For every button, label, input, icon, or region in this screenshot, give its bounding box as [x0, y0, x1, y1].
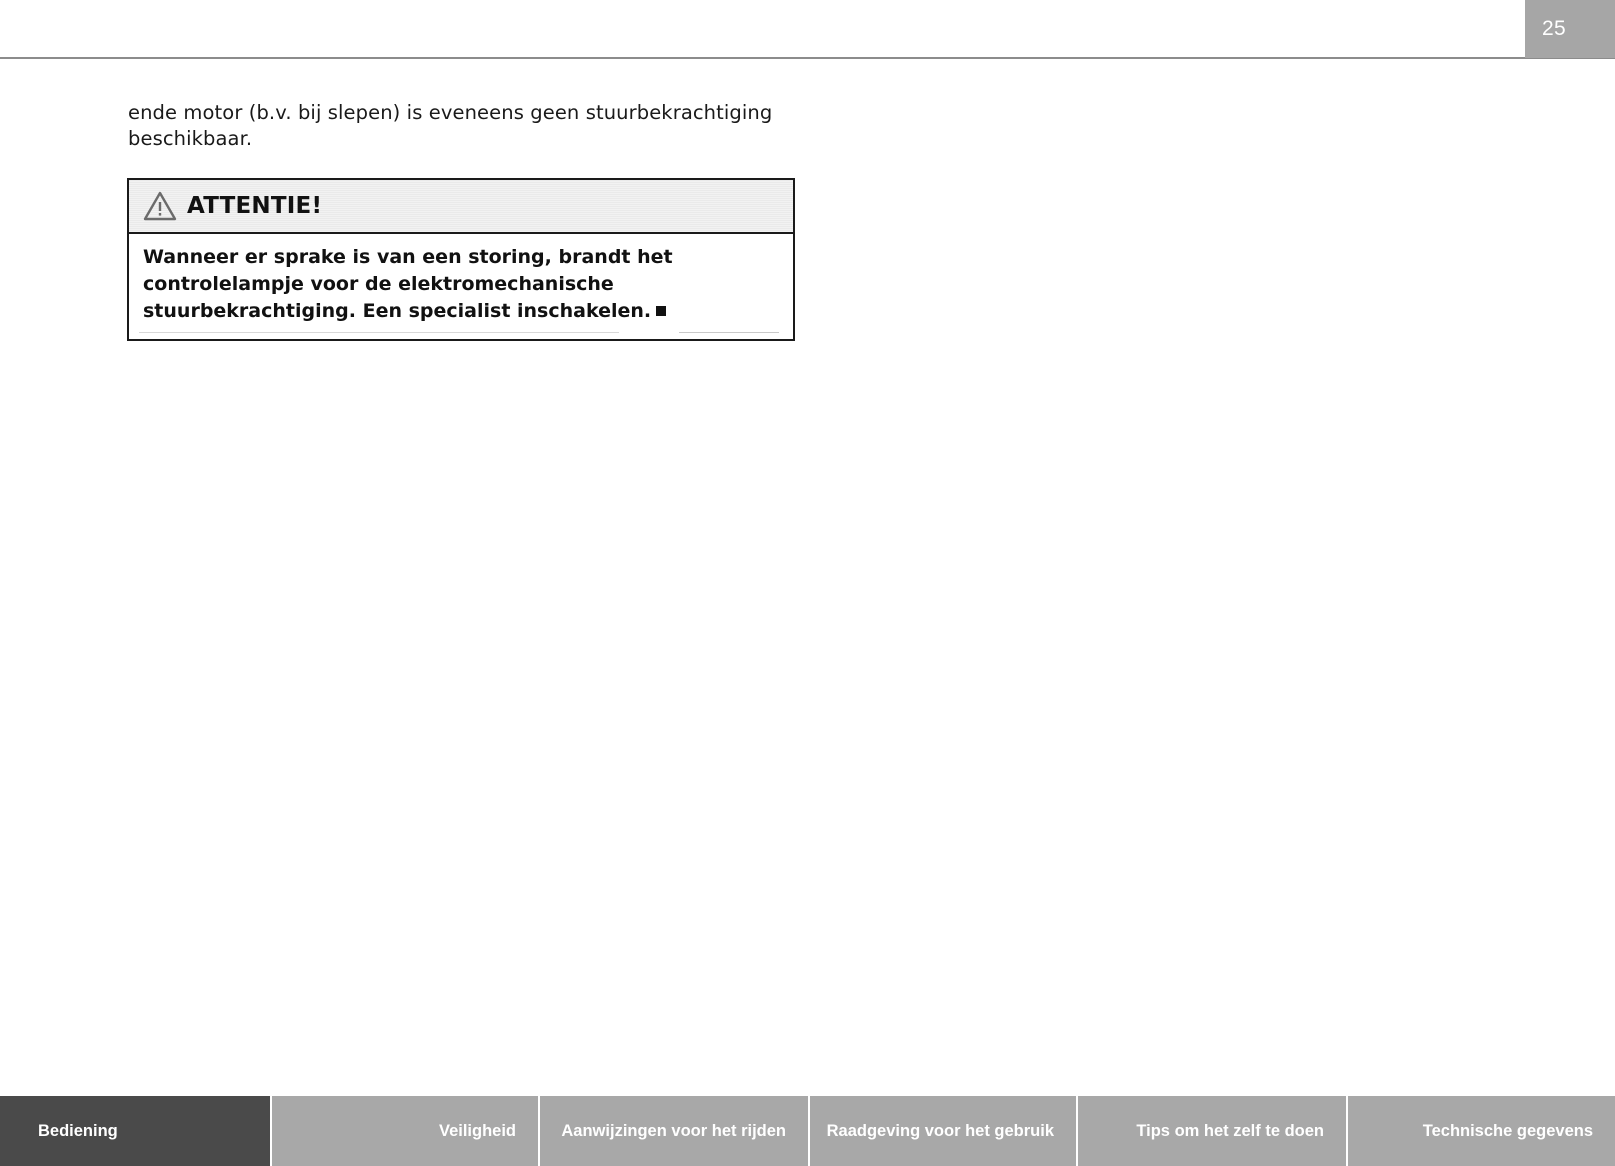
attention-callout [127, 178, 795, 341]
footer-tab-label: Aanwijzingen voor het rijden [561, 1122, 786, 1140]
footer-tab-veiligheid[interactable] [270, 1096, 538, 1166]
footer-tab-label: Bediening [38, 1122, 118, 1140]
footer-tab-bar [0, 1096, 1615, 1166]
body-column [128, 100, 808, 152]
paragraph-end-marker [656, 306, 666, 316]
footer-tab-raadgeving-voor-het-gebruik[interactable] [808, 1096, 1076, 1166]
warning-triangle-icon [143, 191, 177, 221]
footer-tab-tips-om-het-zelf-te-doen[interactable] [1076, 1096, 1346, 1166]
footer-tab-label: Tips om het zelf te doen [1136, 1122, 1324, 1140]
footer-tab-aanwijzingen-voor-het-rijden[interactable] [538, 1096, 808, 1166]
footer-tab-label: Technische gegevens [1422, 1122, 1593, 1140]
scan-artifact-line-right [679, 332, 779, 333]
footer-tab-label: Raadgeving voor het gebruik [826, 1122, 1054, 1140]
attention-text-value: Wanneer er sprake is van een storing, brandt het controlelampje voor de elektromechanische stuurbekrachtiging. Een specialist inschakelen. [143, 246, 673, 322]
footer-tab-bediening[interactable] [0, 1096, 270, 1166]
scan-artifact-line-left [139, 332, 619, 333]
attention-header [129, 180, 793, 234]
footer-tab-label: Veiligheid [438, 1122, 516, 1140]
attention-text [143, 244, 779, 325]
attention-body [129, 234, 793, 339]
page-number: 25 [1542, 17, 1566, 40]
page-number-badge [1525, 0, 1615, 58]
attention-title: ATTENTIE! [187, 193, 323, 219]
body-paragraph: ende motor (b.v. bij slepen) is eveneens geen stuurbekrachtiging beschikbaar. [128, 101, 773, 150]
footer-tab-technische-gegevens[interactable] [1346, 1096, 1615, 1166]
header-divider [0, 57, 1615, 59]
